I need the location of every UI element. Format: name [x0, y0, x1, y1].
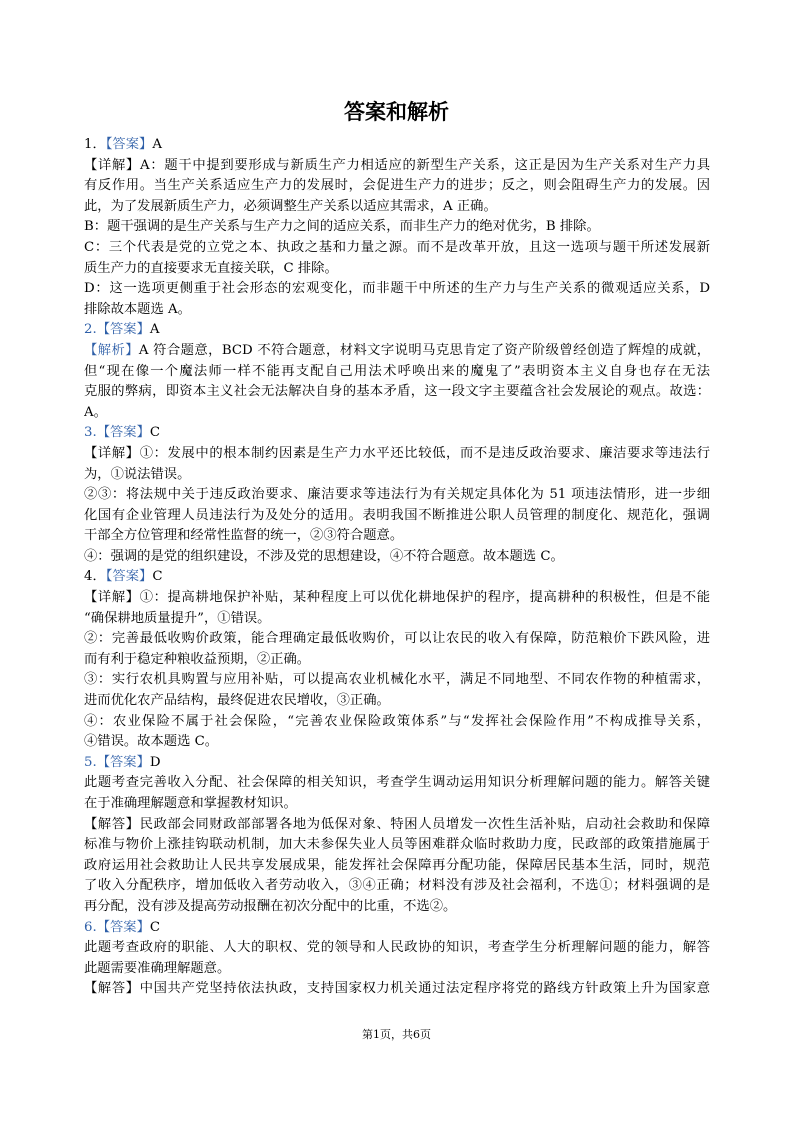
text-segment: 质生产力的直接要求无直接关联，C 排除。: [84, 260, 338, 276]
text-line: [84, 938, 710, 959]
text-line: [84, 959, 710, 980]
text-line: [84, 506, 710, 527]
answer-tag: 【答案】: [105, 137, 153, 152]
text-segment: 而有利于稳定种粮收益预期，②正确。: [84, 651, 311, 667]
answer-tag: 【答案】: [96, 919, 150, 935]
text-line: [84, 979, 710, 1000]
text-segment: 此题考查完善收入分配、社会保障的相关知识，考查学生调动运用知识分析理解问题的能力。解答关键: [84, 775, 710, 791]
text-segment: 进而优化农产品结构，最终促进农民增收，③正确。: [84, 693, 390, 709]
text-line: [84, 217, 710, 238]
text-line: [84, 918, 710, 939]
text-segment: ④错误。故本题选 C。: [84, 734, 219, 750]
text-line: [84, 156, 710, 177]
text-segment: 【解答】民政部会同财政部部署各地为低保对象、特困人员增发一次性生活补贴，启动社会救助和保障: [84, 816, 710, 832]
text-segment: C：三个代表是党的立党之本、执政之基和力量之源。而不是改革开放，且这一选项与题干所述发展新: [84, 239, 710, 255]
text-segment: 化国有企业管理人员违法行为及处分的适用。表明我国不断推进公职人员管理的制度化、规范化，强调: [84, 507, 710, 523]
answer-tag: 3.: [84, 425, 97, 441]
text-line: [84, 835, 710, 856]
answer-tag: 5.: [84, 754, 97, 770]
text-line: [84, 526, 710, 547]
text-line: [84, 423, 710, 444]
text-line: [84, 135, 710, 156]
text-segment: ②：完善最低收购价政策，能合理确定最低收购价，可以让农民的收入有保障，防范粮价下跌风险，进: [84, 631, 710, 647]
answer-tag: 【答案】: [105, 569, 153, 585]
text-segment: 【解答】中国共产党坚持依法执政，支持国家权力机关通过法定程序将党的路线方针政策上升为国家意: [84, 981, 710, 997]
text-segment: 再分配，没有涉及提高劳动报酬在初次分配中的比重，不选②。: [84, 898, 457, 914]
text-segment: 4．: [84, 569, 106, 585]
text-segment: 政府运用社会救助让人民共享发展成果，能发挥社会保障再分配功能，保障居民基本生活，同时，规范: [84, 857, 710, 873]
text-line: [84, 897, 710, 918]
text-segment: A。: [84, 404, 107, 420]
text-line: [84, 382, 710, 403]
text-segment: C: [152, 569, 163, 585]
text-segment: 克服的弊病，即资本主义社会无法解决自身的基本矛盾，这一段文字主要蕴含社会发展论的观点。故选：: [84, 384, 710, 400]
text-line: [84, 629, 710, 650]
text-segment: 此，为了发展新质生产力，必须调整生产关系以适应其需求，A 正确。: [84, 198, 497, 214]
text-line: [84, 876, 710, 897]
text-segment: A: [149, 322, 160, 338]
text-line: [84, 300, 710, 321]
text-line: [84, 609, 710, 630]
text-segment: 为，①说法错误。: [84, 466, 191, 482]
text-segment: C: [149, 919, 161, 935]
text-line: [84, 176, 710, 197]
text-segment: 在于准确理解题意和掌握教材知识。: [84, 796, 297, 811]
answer-content: [84, 135, 710, 1000]
text-line: [84, 403, 710, 424]
text-segment: 了收入分配秩序，增加低收入者劳动收入，③④正确；材料没有涉及社会福利，不选①；材料强调的是: [84, 878, 710, 894]
answer-tag: 【答案】: [96, 754, 150, 770]
text-segment: 有反作用。当生产关系适应生产力的发展时，会促进生产力的进步；反之，则会阻碍生产力的发展。因: [84, 178, 710, 194]
answer-tag: 6.: [84, 919, 97, 935]
text-line: [84, 691, 710, 712]
text-line: [84, 732, 710, 753]
text-segment: 干部全方位管理和经常性监督的统一，②③符合题意。: [84, 528, 404, 544]
text-line: [84, 485, 710, 506]
text-line: [84, 588, 710, 609]
text-line: [84, 670, 710, 691]
text-line: [84, 444, 710, 465]
answer-tag: 【答案】: [96, 322, 150, 338]
text-line: [84, 815, 710, 836]
answer-tag: 【答案】: [96, 425, 150, 441]
text-segment: D: [149, 754, 161, 770]
text-line: [84, 362, 710, 383]
text-segment: A: [152, 137, 162, 152]
text-segment: ④：强调的是党的组织建设，不涉及党的思想建设，④不符合题意。故本题选 C。: [84, 548, 564, 564]
text-line: [84, 279, 710, 300]
text-line: [84, 773, 710, 794]
text-segment: ③：实行农机具购置与应用补贴，可以提高农业机械化水平，满足不同地型、不同农作物的种植需求，: [84, 672, 710, 688]
text-line: [84, 197, 710, 218]
text-segment: ④：农业保险不属于社会保险，“完善农业保险政策体系”与“发挥社会保险作用”不构成推导关系，: [84, 713, 710, 729]
text-segment: 【详解】①：发展中的根本制约因素是生产力水平还比较低，而不是违反政治要求、廉洁要求等违法行: [84, 445, 710, 461]
text-line: [84, 712, 710, 733]
text-segment: 此题需要准确理解题意。: [84, 960, 231, 976]
text-segment: 1．: [84, 137, 106, 152]
text-line: [84, 320, 710, 341]
text-segment: 此题考查政府的职能、人大的职权、党的领导和人民政协的知识，考查学生分析理解问题的能力，解答: [84, 940, 710, 956]
page-title: 答案和解析: [344, 100, 449, 124]
text-line: [84, 465, 710, 486]
text-segment: 【详解】A：题干中提到要形成与新质生产力相适应的新型生产关系，这正是因为生产关系对生产力具: [84, 157, 710, 173]
answer-tag: 【解析】: [84, 342, 139, 358]
text-segment: 排除故本题选 A。: [84, 301, 191, 317]
text-segment: 但“现在像一个魔法师一样不能再支配自己用法术呼唤出来的魔鬼了”表明资本主义自身也存在无法: [84, 363, 710, 379]
text-segment: D：这一选项更侧重于社会形态的宏观变化，而非题干中所述的生产力与生产关系的微观适应关系，D: [84, 281, 710, 297]
text-segment: B：题干强调的是生产关系与生产力之间的适应关系，而非生产力的绝对优劣，B 排除。: [84, 219, 600, 235]
text-segment: 标准与物价上涨挂钩联动机制，加大未参保失业人员等困难群众临时救助力度，民政部的政策措施属于: [84, 837, 710, 853]
text-segment: A 符合题意，BCD 不符合题意，材料文字说明马克思肯定了资产阶级曾经创造了辉煌的成就，: [138, 342, 710, 358]
text-segment: 【详解】①：提高耕地保护补贴，某种程度上可以优化耕地保护的程序，提高耕种的积极性，但是不能: [84, 590, 710, 606]
text-line: [84, 650, 710, 671]
page-footer: 第1页，共6页: [362, 1028, 431, 1041]
text-line: [84, 238, 710, 259]
text-line: [84, 341, 710, 362]
text-line: [84, 856, 710, 877]
text-line: [84, 547, 710, 568]
answer-tag: 2.: [84, 322, 97, 338]
text-line: [84, 567, 710, 588]
text-line: [84, 753, 710, 774]
text-line: [84, 794, 710, 815]
text-segment: “确保耕地质量提升”，①错误。: [84, 610, 271, 626]
text-line: [84, 259, 710, 280]
text-segment: ②③：将法规中关于违反政治要求、廉洁要求等违法行为有关规定具体化为 51 项违法情形，进一步细: [84, 487, 710, 503]
text-segment: C: [149, 425, 161, 441]
